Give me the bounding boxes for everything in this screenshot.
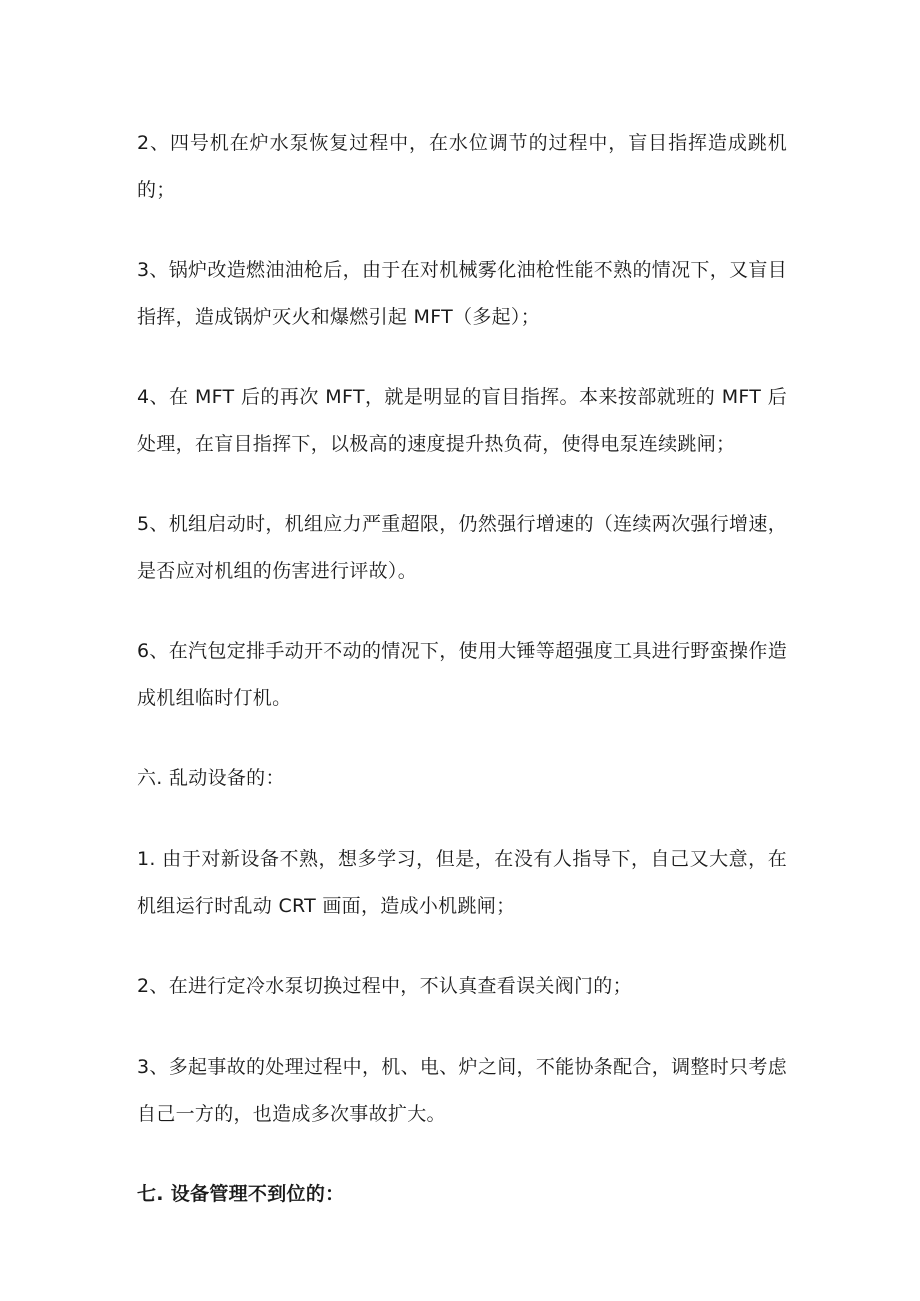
section-heading-six: 六. 乱动设备的： bbox=[137, 767, 285, 789]
section-heading-seven: 七. 设备管理不到位的： bbox=[137, 1183, 345, 1205]
paragraph-item-2-misuse: 2、在进行定冷水泵切换过程中，不认真查看误关阀门的； bbox=[137, 975, 632, 997]
paragraph-item-4: 4、在 MFT 后的再次 MFT，就是明显的盲目指挥。本来按部就班的 MFT 后处理，在盲目指挥下，以极高的速度提升热负荷，使得电泵连续跳闸； bbox=[137, 386, 787, 455]
paragraph-item-5: 5、机组启动时，机组应力严重超限，仍然强行增速的（连续两次强行增速，是否应对机组的伤害进行评故）。 bbox=[137, 513, 787, 582]
paragraph-item-6: 6、在汽包定排手动开不动的情况下，使用大锤等超强度工具进行野蛮操作造成机组临时仃机。 bbox=[137, 640, 787, 709]
paragraph-item-2: 2、四号机在炉水泵恢复过程中，在水位调节的过程中，盲目指挥造成跳机的； bbox=[137, 132, 787, 201]
document-body bbox=[137, 120, 787, 1251]
paragraph-item-3-misuse: 3、多起事故的处理过程中，机、电、炉之间，不能协条配合，调整时只考虑自己一方的，也造成多次事故扩大。 bbox=[137, 1056, 787, 1125]
paragraph-item-1-misuse: 1. 由于对新设备不熟，想多学习，但是，在没有人指导下，自己又大意，在机组运行时乱动 CRT 画面，造成小机跳闸； bbox=[137, 848, 787, 917]
paragraph-item-3: 3、锅炉改造燃油油枪后，由于在对机械雾化油枪性能不熟的情况下，又盲目指挥，造成锅炉灭火和爆燃引起 MFT（多起）； bbox=[137, 259, 787, 328]
